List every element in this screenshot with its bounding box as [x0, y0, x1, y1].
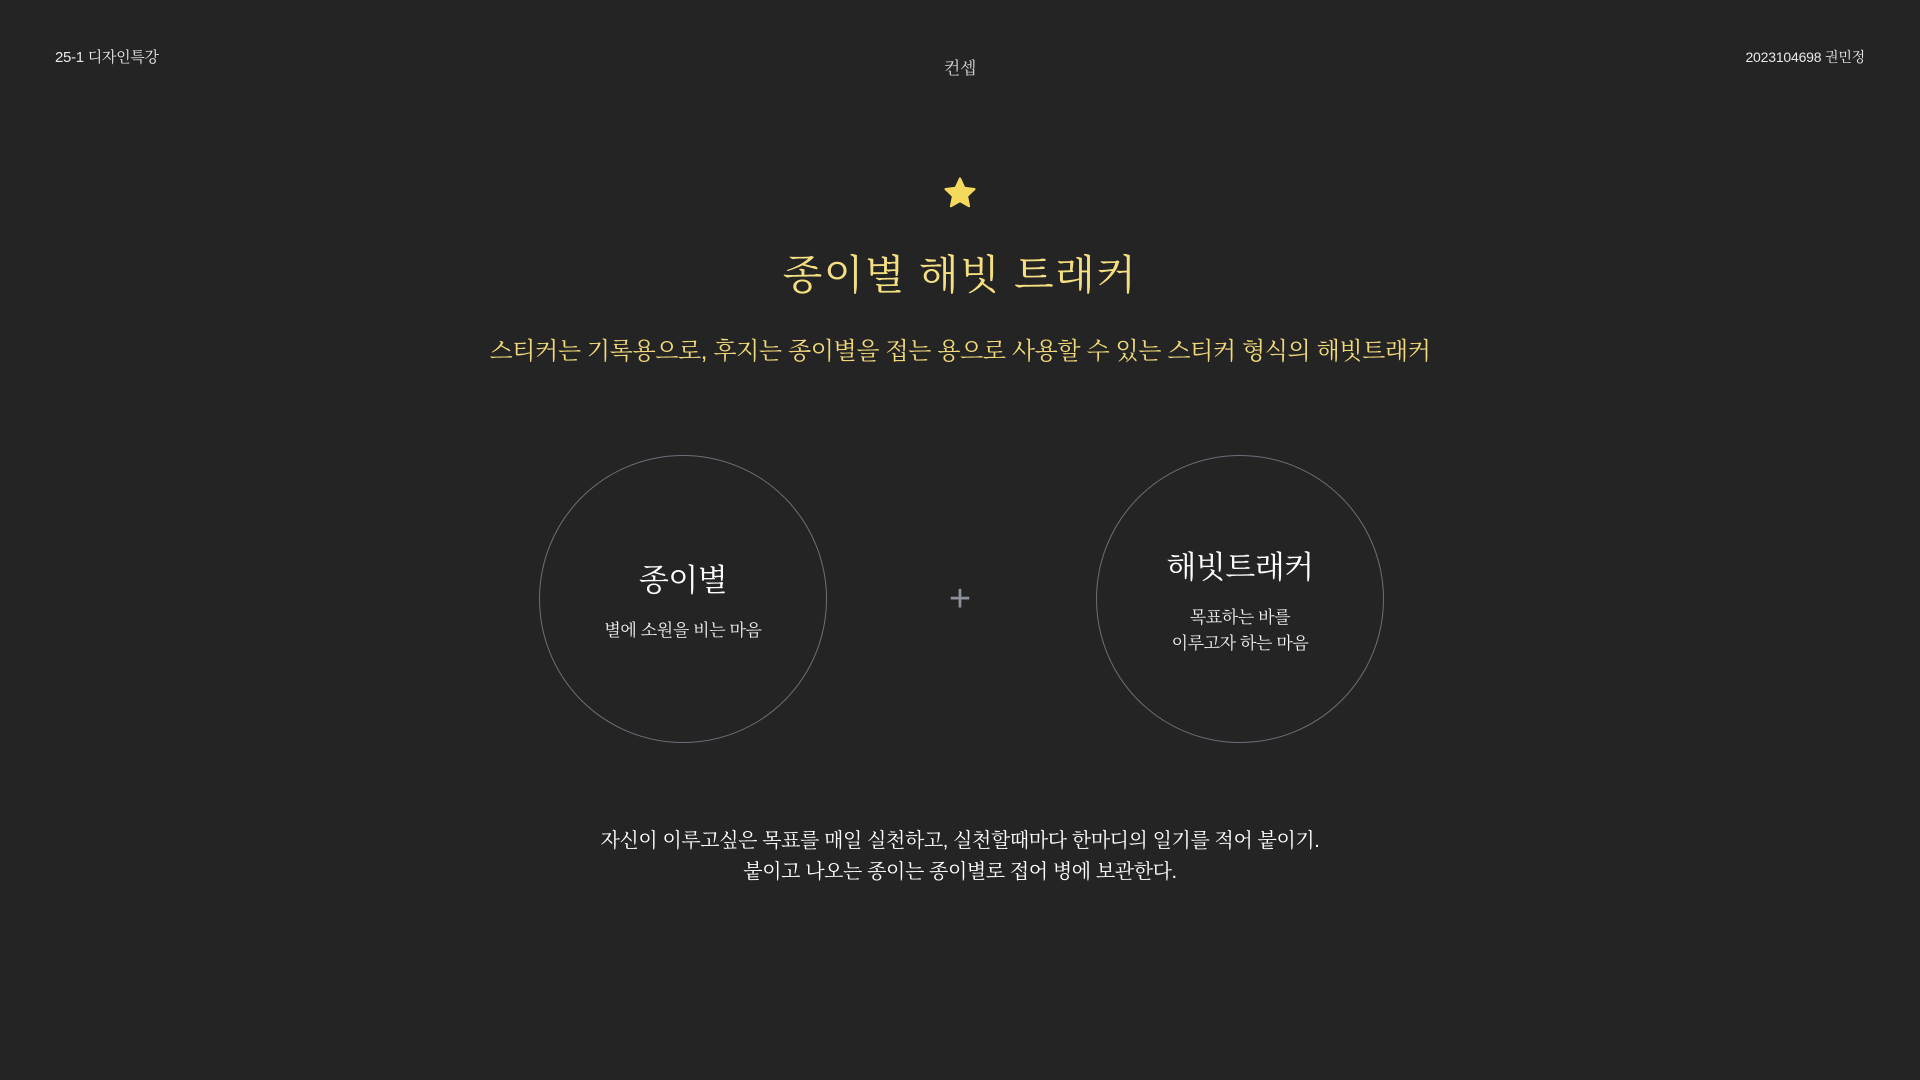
concept-description-habit-tracker — [1172, 605, 1309, 656]
slide-header — [0, 0, 1920, 96]
concept-diagram — [0, 455, 1920, 755]
concept-description-paper-star: 별에 소원을 비는 마음 — [604, 620, 762, 640]
section-title: 컨셉 — [943, 59, 977, 78]
concept-description-habit-tracker-line1: 목표하는 바를 — [1189, 608, 1291, 627]
concept-circle-habit-tracker — [1096, 455, 1384, 743]
author-label: 2023104698 권민정 — [1745, 49, 1865, 65]
page-title: 종이별 해빗 트래커 — [782, 252, 1138, 298]
concept-title-habit-tracker: 해빗트래커 — [1166, 550, 1314, 585]
bottom-description — [0, 826, 1920, 888]
course-label: 25-1 디자인특강 — [55, 49, 159, 66]
title-block — [0, 176, 1920, 366]
bottom-description-line2: 붙이고 나오는 종이는 종이별로 접어 병에 보관한다. — [743, 861, 1177, 883]
concept-circle-paper-star — [539, 455, 827, 743]
page-subtitle: 스티커는 기록용으로, 후지는 종이별을 접는 용으로 사용할 수 있는 스티커 형식의 해빗트래커 — [489, 338, 1431, 365]
concept-description-habit-tracker-line2: 이루고자 하는 마음 — [1171, 633, 1309, 653]
concept-title-paper-star: 종이별 — [638, 562, 728, 598]
star-icon — [943, 176, 977, 210]
plus-icon: + — [948, 578, 972, 620]
bottom-description-line1: 자신이 이루고싶은 목표를 매일 실천하고, 실천할때마다 한마디의 일기를 적어 붙이기. — [600, 830, 1320, 852]
